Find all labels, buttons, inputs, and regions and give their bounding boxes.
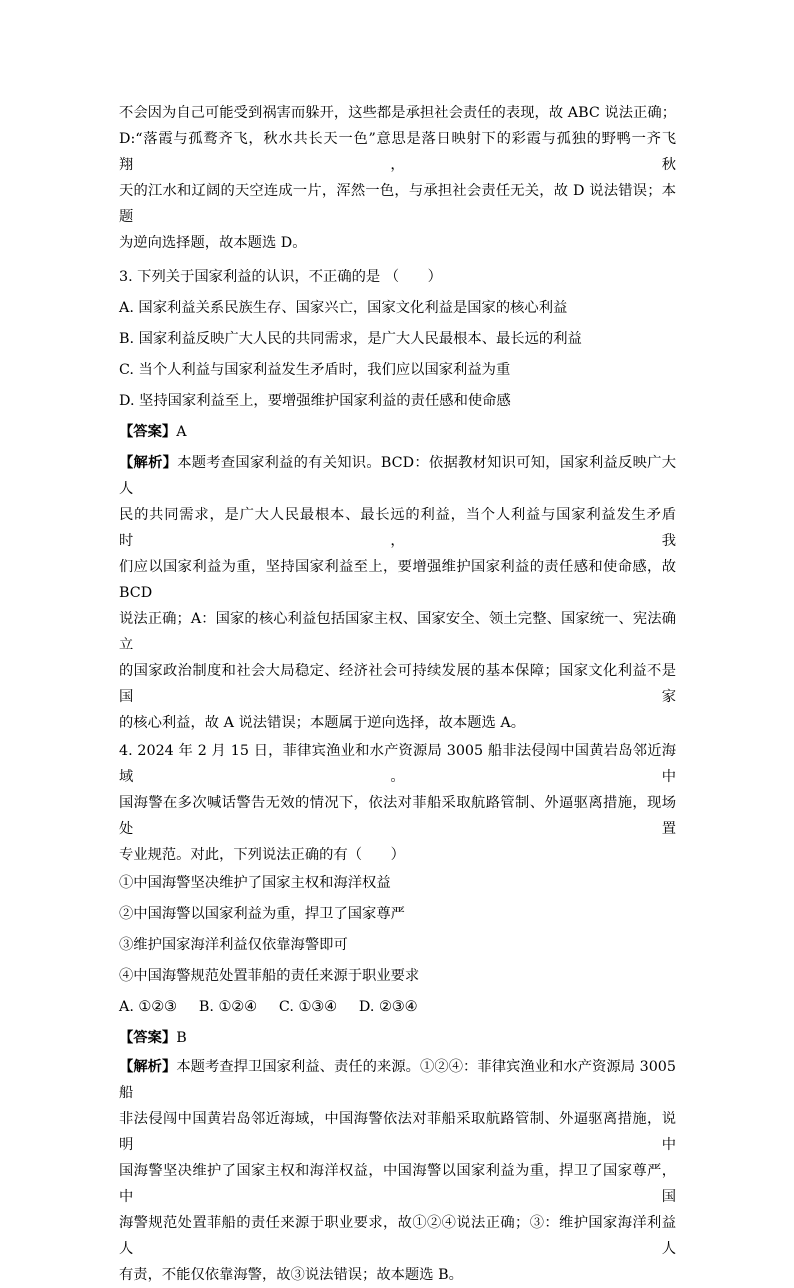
question-stem: 3. 下列关于国家利益的认识，不正确的是 （ ） [119, 269, 442, 285]
option-a: A. 国家利益关系民族生存、国家兴亡，国家文化利益是国家的核心利益 [119, 300, 568, 316]
question-4 [119, 738, 676, 1288]
analysis-line: 非法侵闯中国黄岩岛邻近海域，中国海警依法对菲船采取航路管制、外逼驱离措施，说明中 [119, 1111, 676, 1153]
answer-label: 【答案】 [119, 424, 177, 440]
answer-value: B [176, 1030, 187, 1046]
analysis-line [119, 1054, 676, 1106]
analysis [119, 1054, 676, 1288]
analysis-line: 的国家政治制度和社会大局稳定、经济社会可持续发展的基本保障；国家文化利益不是国家 [119, 663, 676, 705]
answer-label: 【答案】 [119, 1030, 177, 1046]
analysis-text: 本题考查捍卫国家利益、责任的来源。①②④：菲律宾渔业和水产资源局 3005 船 [119, 1059, 676, 1101]
option-b: B. 国家利益反映广大人民的共同需求，是广大人民最根本、最长远的利益 [119, 331, 582, 347]
analysis-text: 本题考查国家利益的有关知识。BCD：依据教材知识可知，国家利益反映广大人 [119, 455, 676, 497]
statement-4: ④中国海警规范处置菲船的责任来源于职业要求 [119, 968, 420, 984]
option-d: D. 坚持国家利益至上，要增强维护国家利益的责任感和使命感 [119, 393, 511, 409]
analysis-label: 【解析】 [119, 1059, 177, 1075]
statement-2: ②中国海警以国家利益为重，捍卫了国家尊严 [119, 906, 405, 922]
analysis-line: 国海警坚决维护了国家主权和海洋权益，中国海警以国家利益为重，捍卫了国家尊严，中国 [119, 1163, 676, 1205]
analysis-line: 有责，不能仅依靠海警，故③说法错误；故本题选 B。 [119, 1267, 463, 1283]
analysis [119, 450, 676, 736]
answer [119, 417, 676, 448]
analysis-label: 【解析】 [119, 455, 178, 471]
analysis-line: 们应以国家利益为重，坚持国家利益至上，要增强维护国家利益的责任感和使命感，故 BCD [119, 559, 676, 601]
analysis-line: 说法正确；A：国家的核心利益包括国家主权、国家安全、领土完整、国家统一、宪法确立 [119, 611, 676, 653]
option-c: C. ①③④ [278, 999, 337, 1015]
question-stem-line: 国海警在多次喊话警告无效的情况下，依法对菲船采取航路管制、外逼驱离措施，现场处置 [119, 795, 676, 837]
text-line: 为逆向选择题，故本题选 D。 [119, 235, 307, 251]
previous-analysis-continuation [119, 100, 676, 256]
answer-value: A [176, 424, 187, 440]
question-3 [119, 262, 676, 736]
question-stem-line: 专业规范。对此，下列说法正确的有（ ） [119, 847, 405, 863]
statement-3: ③维护国家海洋利益仅依靠海警即可 [119, 937, 348, 953]
analysis-line: 海警规范处置菲船的责任来源于职业要求，故①②④说法正确；③：维护国家海洋利益人人 [119, 1215, 676, 1257]
option-d: D. ②③④ [358, 999, 418, 1015]
answer [119, 1023, 676, 1054]
analysis-line: 民的共同需求，是广大人民最根本、最长远的利益，当个人利益与国家利益发生矛盾时，我 [119, 507, 676, 549]
statement-1: ①中国海警坚决维护了国家主权和海洋权益 [119, 875, 391, 891]
question-stem-line: 4. 2024 年 2 月 15 日，菲律宾渔业和水产资源局 3005 船非法侵闯中国黄岩岛邻近海域。中 [119, 743, 676, 785]
options-row [119, 992, 676, 1023]
analysis-line [119, 450, 676, 502]
option-c: C. 当个人利益与国家利益发生矛盾时，我们应以国家利益为重 [119, 362, 511, 378]
analysis-line: 的核心利益，故 A 说法错误；本题属于逆向选择，故本题选 A。 [119, 715, 525, 731]
option-a: A. ①②③ [119, 999, 177, 1015]
option-b: B. ①②④ [198, 999, 257, 1015]
document-page [119, 100, 676, 1288]
text-line: 天的江水和辽阔的天空连成一片，浑然一色，与承担社会责任无关，故 D 说法错误；本题 [119, 183, 676, 225]
text-line: D:“落霞与孤鹜齐飞，秋水共长天一色”意思是落日映射下的彩霞与孤独的野鸭一齐飞翔，秋 [119, 131, 676, 173]
text-line: 不会因为自己可能受到祸害而躲开，这些都是承担社会责任的表现，故 ABC 说法正确； [119, 105, 676, 121]
